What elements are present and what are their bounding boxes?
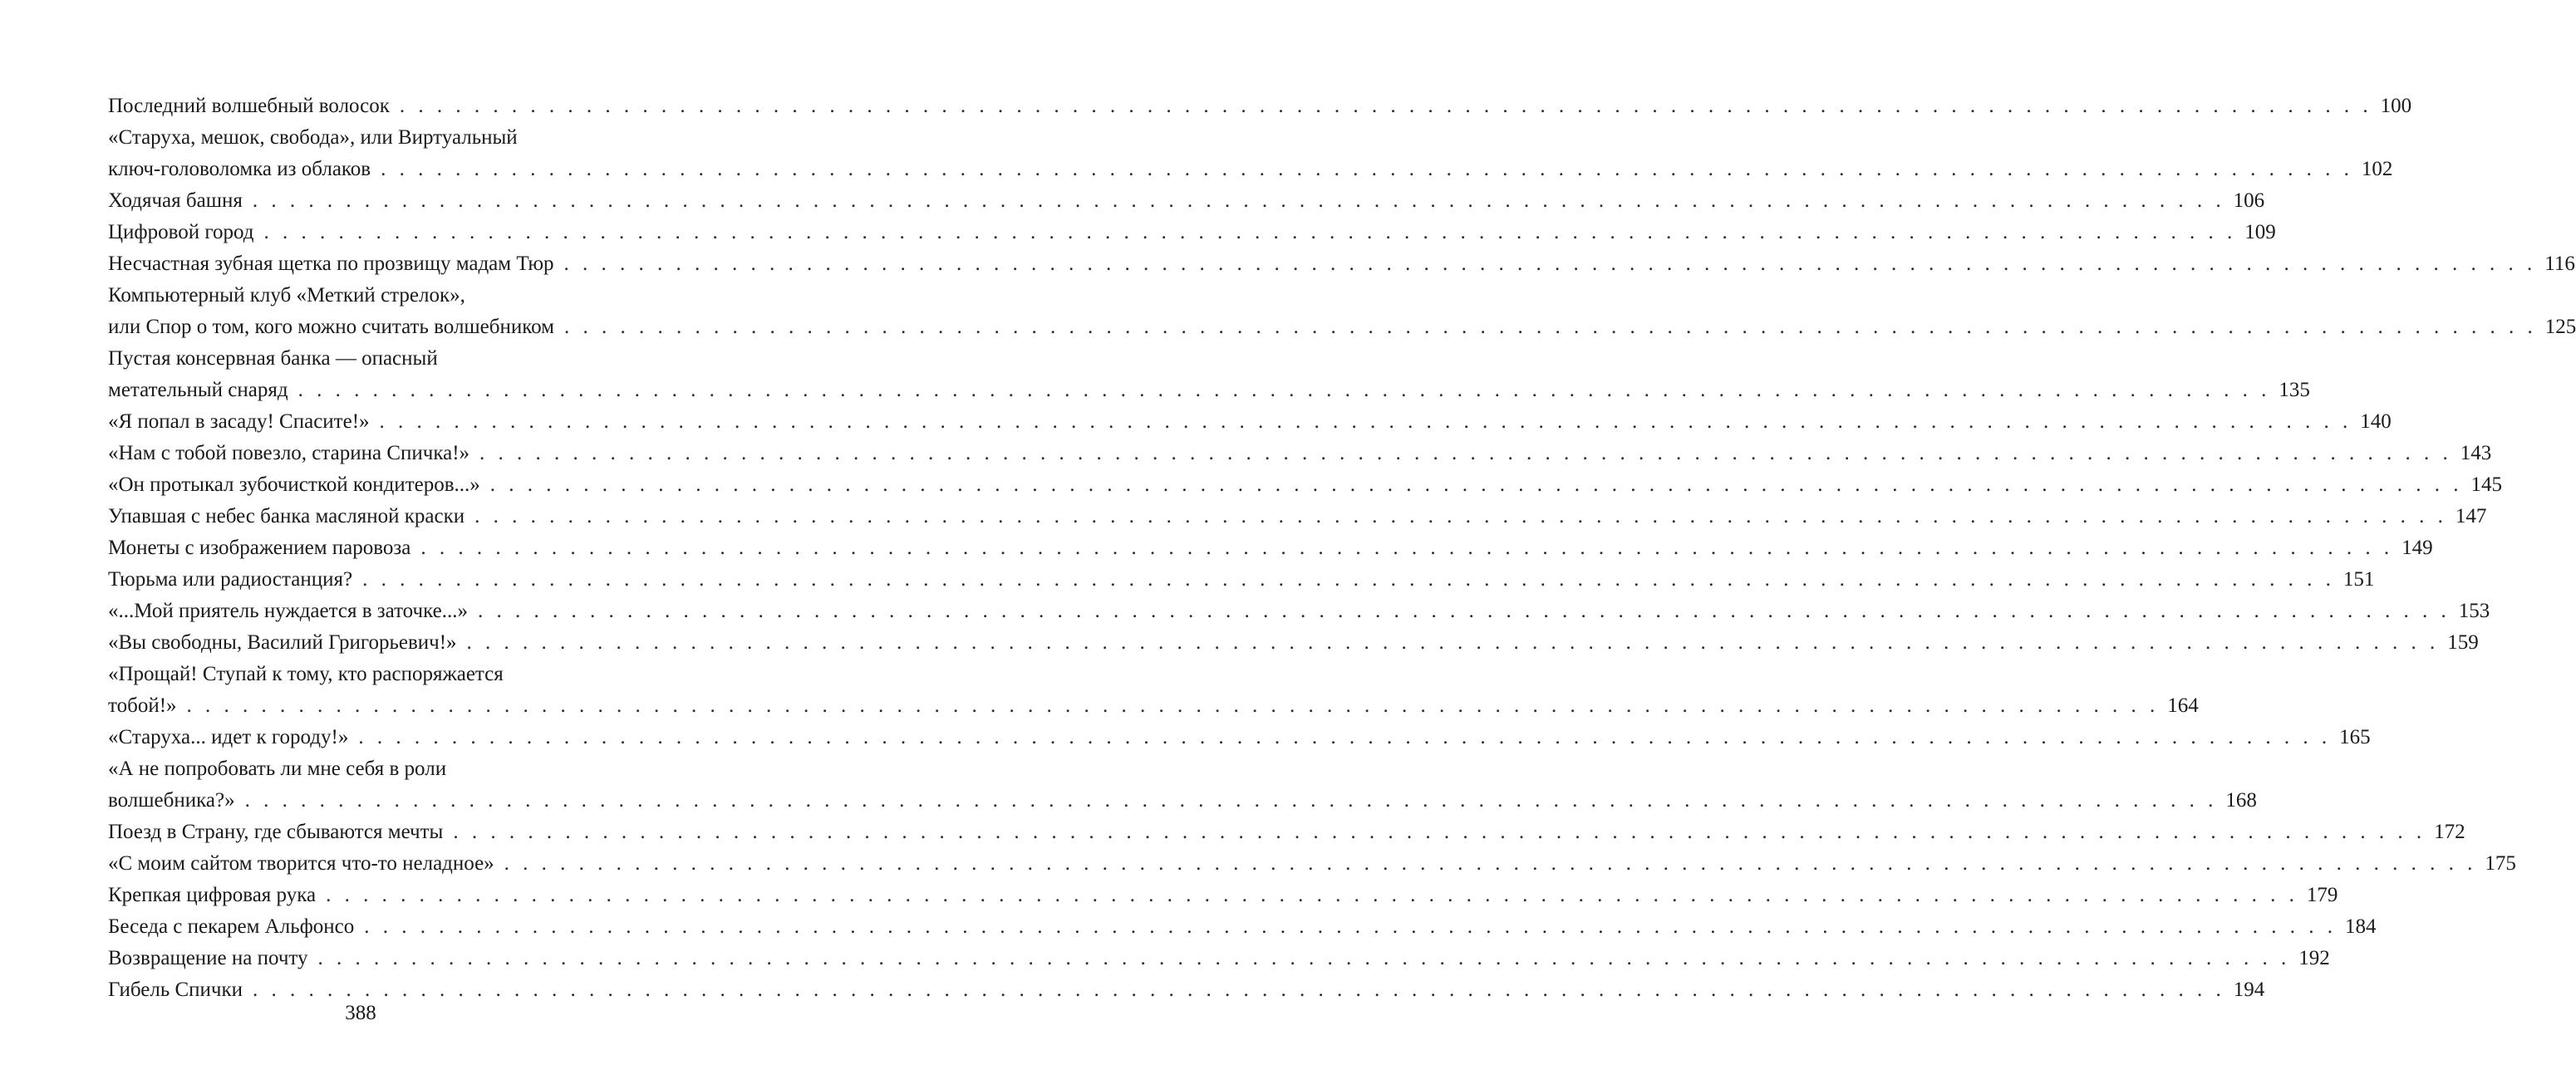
- toc-entry-line: [108, 753, 655, 785]
- toc-entry-page: 175: [2485, 852, 2516, 875]
- dot-leader: [318, 943, 2291, 974]
- toc-entry-line: [108, 217, 2276, 248]
- toc-entry-line: [108, 343, 655, 375]
- toc-entry: [108, 469, 2503, 501]
- toc-entry: [108, 564, 2375, 596]
- toc-entry-line: [108, 722, 2371, 753]
- toc-entry-page: 147: [2455, 505, 2487, 527]
- toc-entry-page: 116: [2544, 253, 2575, 275]
- dot-leader: [478, 596, 2451, 627]
- toc-entry-line: [108, 943, 2330, 974]
- toc-entry-page: 125: [2544, 316, 2576, 338]
- toc-entry: [108, 848, 2516, 880]
- toc-entry: [108, 122, 2393, 185]
- toc-entry-title: тобой!»: [108, 694, 177, 717]
- dot-leader: [564, 248, 2537, 280]
- toc-entry: [108, 185, 2265, 217]
- toc-entry-line: [108, 848, 2516, 880]
- dot-leader: [564, 311, 2537, 343]
- toc-entry-page: 153: [2458, 600, 2490, 622]
- dot-leader: [358, 722, 2331, 753]
- toc-entry-page: 145: [2470, 473, 2503, 496]
- toc-entry-title: Упавшая с небес банка масляной краски: [108, 505, 465, 527]
- toc-entry-title: «...Мой приятель нуждается в заточке...»: [108, 600, 468, 622]
- toc-entry-line: [108, 627, 2479, 659]
- toc-entry-title: «Нам с тобой повезло, старина Спичка!»: [108, 442, 470, 464]
- toc-entry-page: 164: [2167, 694, 2199, 717]
- toc-entry-title: или Спор о том, кого можно считать волшебником: [108, 316, 554, 338]
- toc-entry-page: 149: [2401, 537, 2433, 559]
- toc-entry-line: [108, 880, 2338, 911]
- toc-entry-title: Ходячая башня: [108, 189, 243, 212]
- table-of-contents: [108, 91, 2576, 1006]
- toc-entry-page: 184: [2345, 915, 2377, 938]
- toc-entry-page: 102: [2361, 158, 2393, 180]
- dot-leader: [453, 817, 2426, 848]
- toc-entry-page: 151: [2342, 568, 2375, 591]
- dot-leader: [474, 501, 2447, 532]
- toc-entry-line: [108, 185, 2265, 217]
- toc-entry-title: метательный снаряд: [108, 379, 288, 401]
- toc-entry-line: [108, 659, 655, 690]
- toc-entry-line: [108, 91, 2412, 122]
- toc-entry-line: [108, 122, 655, 154]
- dot-leader: [253, 185, 2225, 217]
- toc-entry-page: 140: [2360, 410, 2392, 433]
- toc-entry-title: Цифровой город: [108, 221, 254, 243]
- toc-entry: [108, 501, 2487, 532]
- toc-entry-title: «Вы свободны, Василий Григорьевич!»: [108, 631, 457, 654]
- page-number: 388: [345, 1002, 376, 1024]
- toc-entry-line: [108, 532, 2433, 564]
- toc-entry-line: [108, 501, 2487, 532]
- toc-entry-title: Компьютерный клуб «Меткий стрелок»,: [108, 284, 465, 307]
- toc-entry: [108, 248, 2575, 280]
- toc-entry: [108, 406, 2392, 438]
- toc-entry-page: 194: [2233, 979, 2265, 1001]
- toc-entry-title: «Старуха... идет к городу!»: [108, 726, 349, 748]
- toc-entry-line: [108, 280, 655, 311]
- toc-entry: [108, 817, 2465, 848]
- toc-entry-line: [108, 248, 2575, 280]
- toc-entry-page: 168: [2225, 789, 2257, 812]
- dot-leader: [326, 880, 2298, 911]
- toc-entry-line: [108, 785, 2257, 817]
- toc-entry: [108, 532, 2433, 564]
- toc-entry-title: «Он протыкал зубочисткой кондитеров...»: [108, 473, 480, 496]
- toc-entry-page: 100: [2380, 95, 2412, 117]
- toc-entry-title: волшебника?»: [108, 789, 235, 812]
- toc-entry: [108, 596, 2490, 627]
- toc-entry-line: [108, 375, 2310, 406]
- toc-entry-page: 159: [2447, 631, 2479, 654]
- toc-entry-title: Поезд в Страну, где сбываются мечты: [108, 821, 444, 843]
- toc-entry-line: [108, 469, 2503, 501]
- toc-entry-title: ключ-головоломка из облаков: [108, 158, 371, 180]
- toc-entry-line: [108, 596, 2490, 627]
- toc-entry-title: Гибель Спички: [108, 979, 243, 1001]
- toc-entry: [108, 943, 2330, 974]
- toc-entry-title: «А не попробовать ли мне себя в роли: [108, 758, 447, 780]
- toc-entry: [108, 753, 2257, 817]
- toc-entry-title: Крепкая цифровая рука: [108, 884, 317, 906]
- dot-leader: [467, 627, 2440, 659]
- toc-entry-title: «Старуха, мешок, свобода», или Виртуальный: [108, 126, 518, 149]
- toc-entry-line: [108, 311, 2576, 343]
- dot-leader: [364, 911, 2337, 943]
- toc-entry-title: «С моим сайтом творится что-то неладное»: [108, 852, 494, 875]
- toc-entry: [108, 722, 2371, 753]
- toc-entry: [108, 91, 2412, 122]
- toc-entry-title: Возвращение на почту: [108, 947, 308, 969]
- toc-entry-page: 179: [2306, 884, 2338, 906]
- dot-leader: [264, 217, 2237, 248]
- dot-leader: [381, 154, 2353, 185]
- dot-leader: [380, 406, 2352, 438]
- toc-entry-line: [108, 817, 2465, 848]
- toc-entry-page: 172: [2434, 821, 2465, 843]
- toc-entry-title: Монеты с изображением паровоза: [108, 537, 411, 559]
- toc-entry: [108, 217, 2276, 248]
- toc-entry-line: [108, 154, 2393, 185]
- dot-leader: [187, 690, 2160, 722]
- toc-entry-page: 135: [2279, 379, 2310, 401]
- toc-entry: [108, 659, 2199, 722]
- toc-entry-title: Тюрьма или радиостанция?: [108, 568, 353, 591]
- toc-entry: [108, 627, 2479, 659]
- toc-entry-title: «Я попал в засаду! Спасите!»: [108, 410, 370, 433]
- toc-entry-line: [108, 911, 2377, 943]
- toc-entry-line: [108, 406, 2392, 438]
- dot-leader: [298, 375, 2271, 406]
- dot-leader: [420, 532, 2393, 564]
- toc-entry-title: Пустая консервная банка — опасный: [108, 347, 438, 370]
- toc-entry-title: Последний волшебный волосок: [108, 95, 390, 117]
- toc-entry-line: [108, 438, 2492, 469]
- toc-entry-title: Беседа с пекарем Альфонсо: [108, 915, 355, 938]
- dot-leader: [400, 91, 2372, 122]
- dot-leader: [490, 469, 2463, 501]
- toc-entry-line: [108, 564, 2375, 596]
- toc-entry: [108, 911, 2377, 943]
- toc-entry-title: «Прощай! Ступай к тому, кто распоряжается: [108, 663, 504, 685]
- dot-leader: [479, 438, 2452, 469]
- dot-leader: [245, 785, 2218, 817]
- toc-entry-page: 143: [2460, 442, 2492, 464]
- toc-entry-page: 192: [2298, 947, 2330, 969]
- toc-entry: [108, 343, 2310, 406]
- toc-entry: [108, 280, 2576, 343]
- toc-entry-page: 165: [2339, 726, 2371, 748]
- toc-entry-line: [108, 690, 2199, 722]
- dot-leader: [362, 564, 2335, 596]
- toc-entry-page: 106: [2233, 189, 2265, 212]
- toc-entry: [108, 880, 2338, 911]
- toc-entry-title: Несчастная зубная щетка по прозвищу мадам Тюр: [108, 253, 554, 275]
- toc-entry: [108, 438, 2492, 469]
- dot-leader: [504, 848, 2477, 880]
- toc-entry-page: 109: [2244, 221, 2276, 243]
